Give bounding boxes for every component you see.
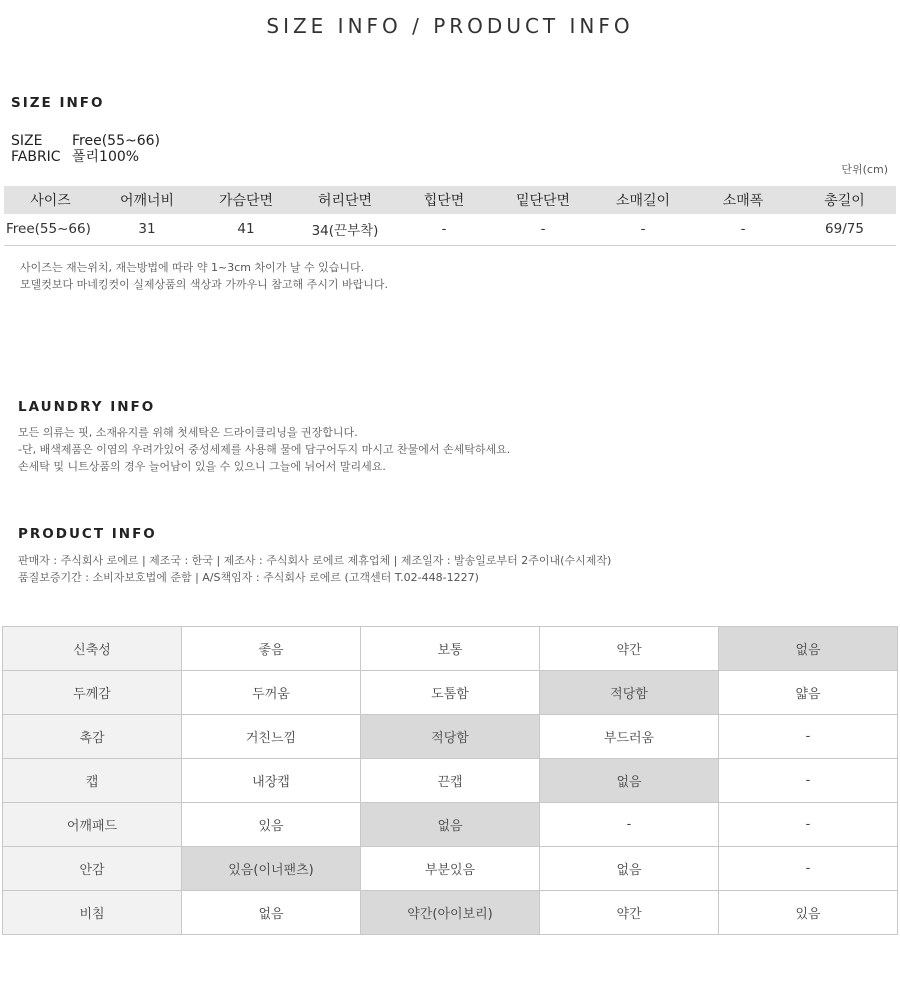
fabric-row-label: 신축성 bbox=[3, 627, 182, 671]
fabric-option: 끈캡 bbox=[361, 759, 540, 803]
unit-label: 단위(cm) bbox=[841, 163, 888, 176]
fabric-option: - bbox=[719, 847, 898, 891]
size-table-header: 총길이 bbox=[793, 186, 896, 214]
fabric-row-label: 안감 bbox=[3, 847, 182, 891]
size-table-header: 힙단면 bbox=[395, 186, 493, 214]
fabric-value: 폴리100% bbox=[72, 149, 140, 165]
fabric-row bbox=[3, 847, 898, 891]
fabric-option: 내장캡 bbox=[182, 759, 361, 803]
table-row bbox=[4, 214, 896, 245]
product-text bbox=[18, 552, 611, 586]
laundry-line: 손세탁 및 니트상품의 경우 늘어남이 있을 수 있으니 그늘에 뉘어서 말리세요. bbox=[18, 460, 386, 473]
size-info-heading: SIZE INFO bbox=[11, 95, 105, 111]
fabric-option: 도톰함 bbox=[361, 671, 540, 715]
size-table-header: 소매길이 bbox=[593, 186, 693, 214]
size-note-line: 모델컷보다 마네킹컷이 실제상품의 색상과 가까우니 참고해 주시기 바랍니다. bbox=[20, 278, 389, 291]
laundry-line: -단, 배색제품은 이염의 우려가있어 중성세제를 사용해 물에 담구어두지 마시고 찬물에서 손세탁하세요. bbox=[18, 443, 511, 456]
fabric-option-selected: 적당함 bbox=[540, 671, 719, 715]
fabric-option-selected: 없음 bbox=[540, 759, 719, 803]
size-table-header: 밑단단면 bbox=[493, 186, 593, 214]
fabric-row-label: 비침 bbox=[3, 891, 182, 935]
size-table-header-row bbox=[4, 186, 896, 214]
size-table-cell: - bbox=[493, 214, 593, 245]
fabric-option: - bbox=[719, 715, 898, 759]
size-table-cell: 41 bbox=[197, 214, 295, 245]
fabric-option: - bbox=[719, 803, 898, 847]
product-line: 판매자 : 주식회사 로에르 | 제조국 : 한국 | 제조사 : 주식회사 로에르 제휴업체 | 제조일자 : 발송일로부터 2주이내(수시제작) bbox=[18, 554, 612, 567]
size-table-cell: - bbox=[395, 214, 493, 245]
fabric-row-label: 어깨패드 bbox=[3, 803, 182, 847]
fabric-option: 거친느낌 bbox=[182, 715, 361, 759]
fabric-option: 있음 bbox=[182, 803, 361, 847]
fabric-option: 없음 bbox=[540, 847, 719, 891]
fabric-row bbox=[3, 627, 898, 671]
fabric-option-selected: 없음 bbox=[361, 803, 540, 847]
fabric-option: - bbox=[540, 803, 719, 847]
fabric-option: 약간 bbox=[540, 627, 719, 671]
fabric-spec-row bbox=[11, 149, 160, 165]
fabric-property-table bbox=[2, 626, 898, 935]
size-table-cell: 31 bbox=[97, 214, 197, 245]
size-table-cell: 69/75 bbox=[793, 214, 896, 245]
fabric-option: 보통 bbox=[361, 627, 540, 671]
fabric-row bbox=[3, 715, 898, 759]
fabric-row-label: 촉감 bbox=[3, 715, 182, 759]
laundry-line: 모든 의류는 핏, 소재유지를 위해 첫세탁은 드라이클리닝을 권장합니다. bbox=[18, 426, 358, 439]
size-note-line: 사이즈는 재는위치, 재는방법에 따라 약 1~3cm 차이가 날 수 있습니다. bbox=[20, 261, 365, 274]
fabric-row bbox=[3, 803, 898, 847]
fabric-option: 부분있음 bbox=[361, 847, 540, 891]
spec-block bbox=[11, 133, 160, 165]
fabric-option: 약간 bbox=[540, 891, 719, 935]
fabric-row-label: 두께감 bbox=[3, 671, 182, 715]
fabric-row-label: 캡 bbox=[3, 759, 182, 803]
size-table-header: 소매폭 bbox=[693, 186, 793, 214]
size-table-cell: Free(55~66) bbox=[4, 214, 97, 245]
size-table-header: 허리단면 bbox=[295, 186, 395, 214]
laundry-text bbox=[18, 424, 510, 475]
laundry-info-heading: LAUNDRY INFO bbox=[18, 399, 156, 415]
product-line: 품질보증기간 : 소비자보호법에 준함 | A/S책임자 : 주식회사 로에르 (고객센터 T.02-448-1227) bbox=[18, 571, 479, 584]
fabric-row bbox=[3, 891, 898, 935]
fabric-option-selected: 적당함 bbox=[361, 715, 540, 759]
size-table-header: 가슴단면 bbox=[197, 186, 295, 214]
fabric-option: 좋음 bbox=[182, 627, 361, 671]
fabric-label: FABRIC bbox=[11, 149, 61, 165]
size-table-cell: - bbox=[593, 214, 693, 245]
page-title: SIZE INFO / PRODUCT INFO bbox=[266, 14, 634, 38]
size-table-header: 사이즈 bbox=[4, 186, 97, 214]
fabric-option: 없음 bbox=[182, 891, 361, 935]
fabric-row bbox=[3, 671, 898, 715]
fabric-option: 있음 bbox=[719, 891, 898, 935]
fabric-option: 두꺼움 bbox=[182, 671, 361, 715]
size-table-cell: 34(끈부착) bbox=[295, 214, 395, 245]
size-table-header: 어깨너비 bbox=[97, 186, 197, 214]
fabric-option: - bbox=[719, 759, 898, 803]
fabric-option: 부드러움 bbox=[540, 715, 719, 759]
fabric-option-selected: 약간(아이보리) bbox=[361, 891, 540, 935]
fabric-option-selected: 없음 bbox=[719, 627, 898, 671]
product-info-heading: PRODUCT INFO bbox=[18, 526, 157, 542]
size-value: Free(55~66) bbox=[72, 133, 160, 149]
size-spec-row bbox=[11, 133, 160, 149]
fabric-table-body bbox=[3, 627, 898, 935]
size-notes bbox=[20, 259, 388, 293]
fabric-option-selected: 있음(이너팬츠) bbox=[182, 847, 361, 891]
fabric-option: 얇음 bbox=[719, 671, 898, 715]
size-table-cell: - bbox=[693, 214, 793, 245]
size-label: SIZE bbox=[11, 133, 43, 149]
fabric-row bbox=[3, 759, 898, 803]
size-table bbox=[4, 186, 896, 246]
